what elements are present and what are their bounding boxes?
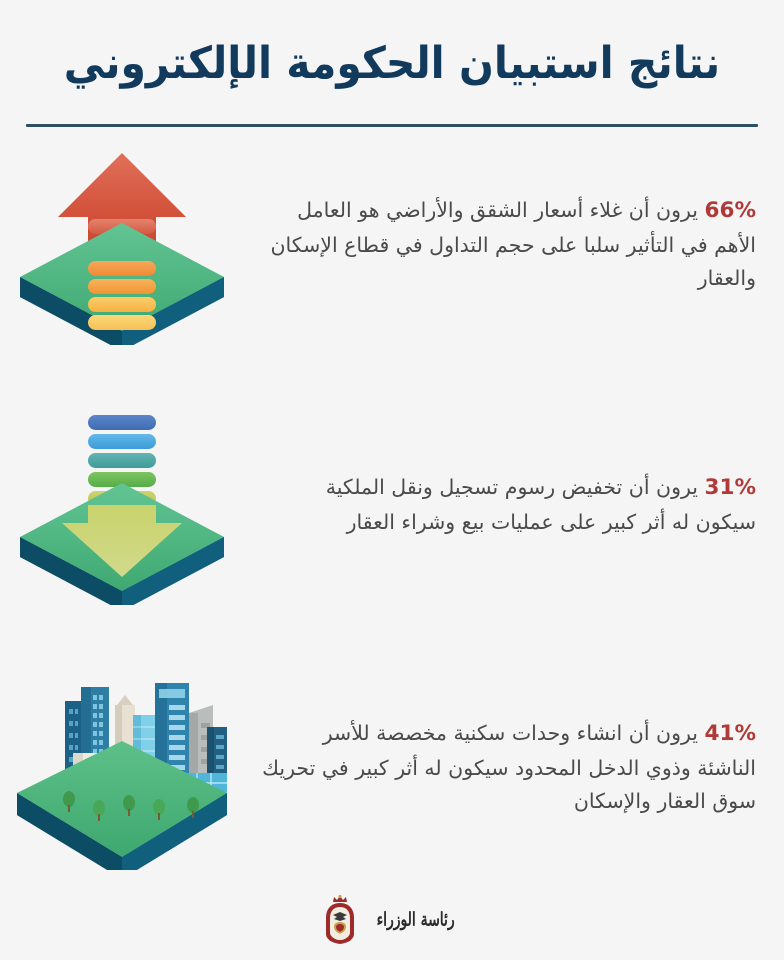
- stat-percent-3: 41%: [704, 720, 756, 746]
- footer-organization-name: رئاسة الوزراء: [376, 909, 456, 931]
- city-platform-svg: [7, 665, 237, 870]
- header-divider: [26, 124, 758, 127]
- stat-percent-2: 31%: [704, 474, 756, 500]
- city-buildings-on-platform-icon: [0, 660, 244, 875]
- up-arrow-platform-svg: [14, 145, 230, 345]
- stat-text-3: [244, 717, 784, 818]
- up-arrow-on-platform-icon: [0, 140, 244, 350]
- stat-percent-1: 66%: [704, 198, 756, 224]
- page-title: نتائج استبيان الحكومة الإلكتروني: [63, 37, 721, 89]
- down-arrow-on-platform-icon: [0, 400, 244, 610]
- stat-section-3: [0, 660, 784, 875]
- footer-logo: [0, 888, 784, 952]
- stat-section-2: [0, 400, 784, 610]
- page-header: [0, 18, 784, 110]
- stat-text-2: [244, 471, 784, 539]
- stat-section-1: [0, 140, 784, 350]
- stat-body-3: يرون أن انشاء وحدات سكنية مخصصة للأسر الناشئة وذوي الدخل المحدود سيكون له أثر كبير في تحريك سوق العقار والإسكان: [262, 720, 756, 813]
- stat-text-1: [244, 194, 784, 295]
- down-arrow-platform-svg: [14, 405, 230, 605]
- stat-body-1: يرون أن غلاء أسعار الشقق والأراضي هو العامل الأهم في التأثير سلبا على حجم التداول في قطاع الإسكان والعقار: [270, 198, 756, 291]
- jordan-coat-of-arms-emblem: [320, 894, 360, 946]
- stat-body-2: يرون أن تخفيض رسوم تسجيل ونقل الملكية سيكون له أثر كبير على عمليات بيع وشراء العقار: [325, 474, 756, 534]
